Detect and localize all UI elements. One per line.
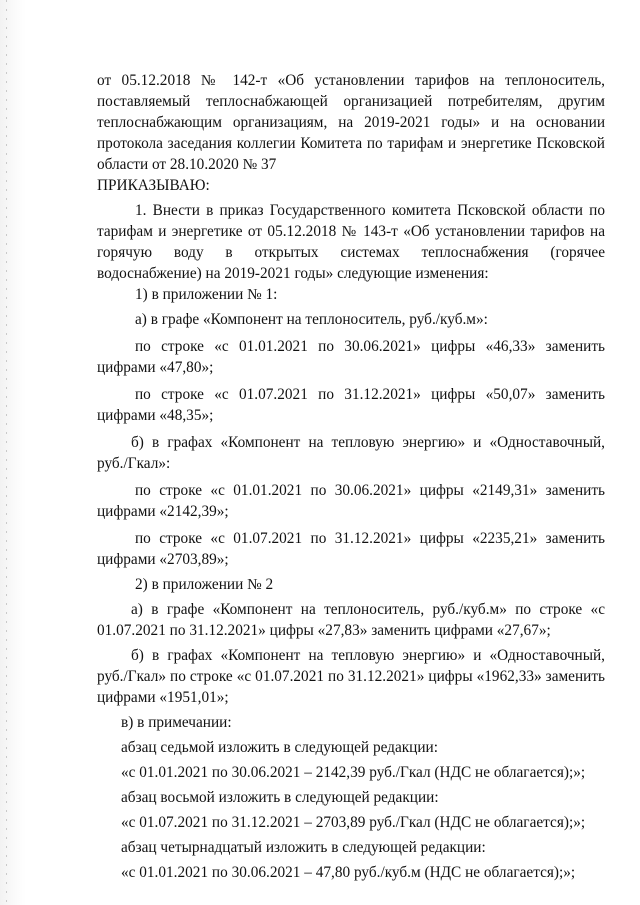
annex-2-header: 2) в приложении № 2 <box>135 576 274 593</box>
intro-paragraph: от 05.12.2018 № 142-т «Об установлении тарифов на теплоноситель, поставляемый теплоснабжающей организацией потребителям, другим теплоснабжающим организациям, на 2019-2021 годы» и на основании протокола заседания коллегии Комитета по тарифам и энергетике Псковской области от 28.10.2020 № 37 <box>97 72 605 173</box>
annex-1-item-a: а) в графе «Компонент на теплоноситель, руб./куб.м»: <box>135 311 488 328</box>
annex-1-a-row-1: по строке «с 01.01.2021 по 30.06.2021» цифры «46,33» заменить цифрами «47,80»; <box>97 338 605 376</box>
note-7-text: «с 01.01.2021 по 30.06.2021 – 2142,39 руб./Гкал (НДС не облагается);»; <box>121 764 586 781</box>
note-14-text: «с 01.01.2021 по 30.06.2021 – 47,80 руб./куб.м (НДС не облагается);»; <box>121 864 576 881</box>
document-body <box>97 70 605 883</box>
annex-1-a-row-2: по строке «с 01.07.2021 по 31.12.2021» цифры «50,07» заменить цифрами «48,35»; <box>97 386 605 424</box>
annex-1-item-b: б) в графах «Компонент на тепловую энергию» и «Одноставочный, руб./Гкал»: <box>97 434 605 472</box>
note-8-intro: абзац восьмой изложить в следующей редакции: <box>121 789 439 806</box>
annex-1-header: 1) в приложении № 1: <box>135 286 278 303</box>
item-1-paragraph: 1. Внести в приказ Государственного комитета Псковской области по тарифам и энергетике от 05.12.2018 № 143-т «Об установлении тарифов на горячую воду в открытых системах теплоснабжения (горячее водоснабжение) на 2019-2021 годы» следующие изменения: <box>97 202 605 282</box>
note-14-intro: абзац четырнадцатый изложить в следующей редакции: <box>121 839 486 856</box>
annex-1-b-row-1: по строке «с 01.01.2021 по 30.06.2021» цифры «2149,31» заменить цифрами «2142,39»; <box>97 482 605 520</box>
annex-2-item-a: а) в графе «Компонент на теплоноситель, руб./куб.м» по строке «с 01.07.2021 по 31.12.2021» цифры «27,83» заменить цифрами «27,67»; <box>97 601 605 639</box>
annex-2-item-c: в) в примечании: <box>121 714 232 731</box>
note-8-text: «с 01.07.2021 по 31.12.2021 – 2703,89 руб./Гкал (НДС не облагается);»; <box>121 814 586 831</box>
order-word: ПРИКАЗЫВАЮ: <box>97 177 210 194</box>
scan-edge-artifact <box>0 0 26 905</box>
annex-1-b-row-2: по строке «с 01.07.2021 по 31.12.2021» цифры «2235,21» заменить цифрами «2703,89»; <box>97 530 605 568</box>
note-7-intro: абзац седьмой изложить в следующей редакции: <box>121 739 438 756</box>
annex-2-item-b: б) в графах «Компонент на тепловую энергию» и «Одноставочный, руб./Гкал» по строке «с 01.07.2021 по 31.12.2021» цифры «1962,33» заменить цифрами «1951,01»; <box>97 647 605 706</box>
